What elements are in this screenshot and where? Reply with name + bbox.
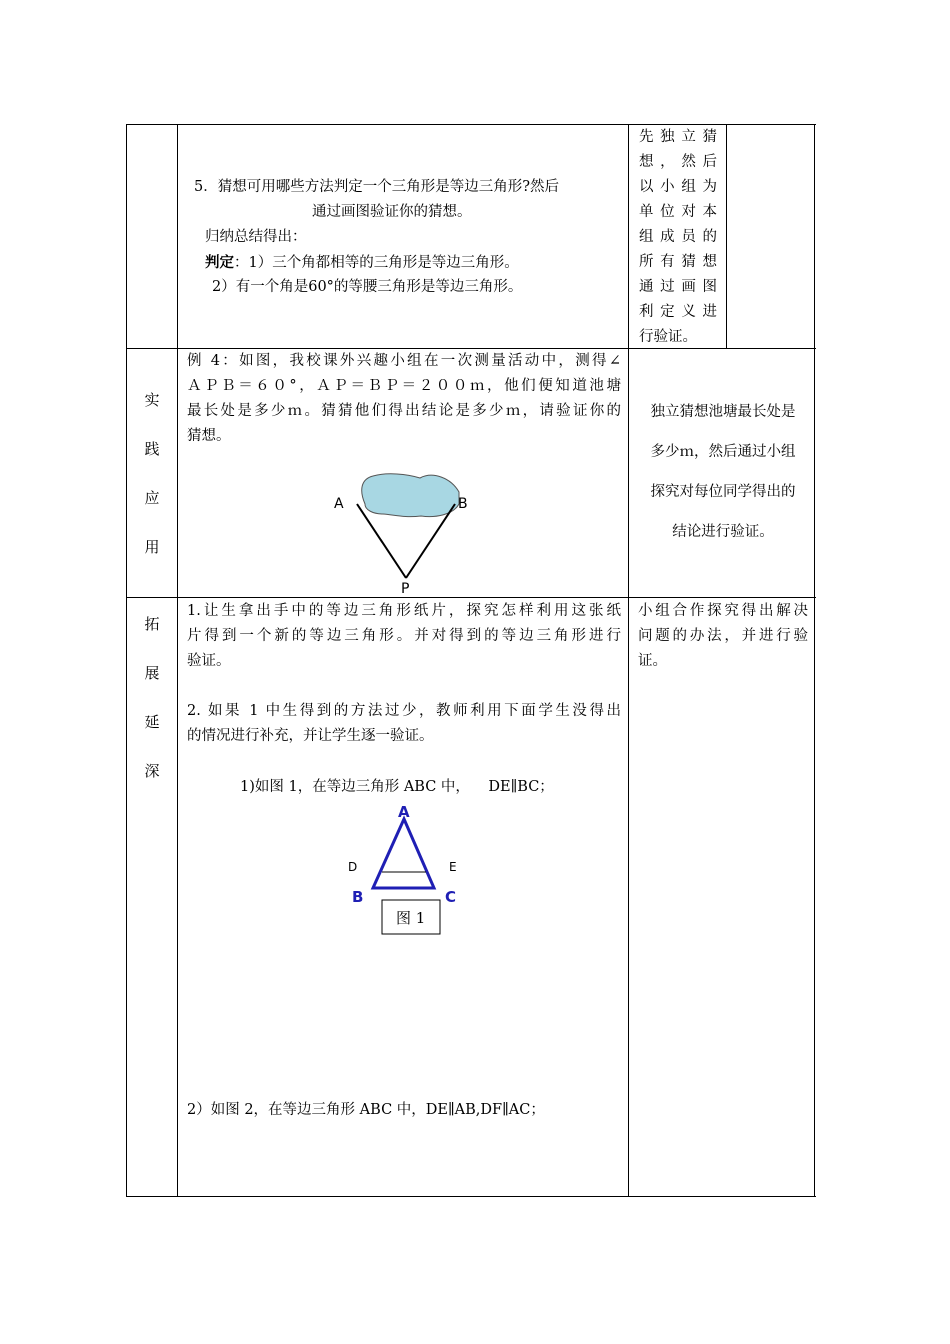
section-label-practice bbox=[132, 376, 172, 572]
section-label-char: 实 bbox=[144, 391, 160, 409]
table-left-border bbox=[126, 124, 127, 1197]
pond-shape bbox=[362, 474, 459, 517]
example-line: 例 4：如图，我校课外兴趣小组在一次测量活动中，测得∠ bbox=[187, 353, 621, 369]
item1-text bbox=[187, 599, 621, 674]
activity-line: 多少ｍ，然后通过小组 bbox=[650, 444, 796, 460]
judge-rule-1-text: ：1）三个角都相等的三角形是等边三角形。 bbox=[234, 255, 519, 271]
row2-student-activity bbox=[638, 392, 808, 552]
triangle-abc bbox=[373, 819, 434, 888]
case2-text: 2）如图 2，在等边三角形 ABC 中，DE∥AB,DF∥AC； bbox=[187, 1102, 545, 1118]
section-label-char: 应 bbox=[144, 489, 160, 507]
item1-line: 1.让生拿出手中的等边三角形纸片，探究怎样利用这张纸 bbox=[187, 603, 621, 619]
point-label-a: A bbox=[334, 496, 344, 512]
activity-line: 问题的办法，并进行验 bbox=[638, 628, 808, 644]
activity-line: 所有猜想 bbox=[639, 254, 717, 270]
table-right-border bbox=[814, 124, 815, 1197]
summary-heading: 归纳总结得出： bbox=[205, 229, 307, 245]
section-label-char: 延 bbox=[144, 713, 160, 731]
judge-rule-2: 2）有一个角是60°的等腰三角形是等边三角形。 bbox=[212, 279, 523, 295]
activity-line: 组成员的 bbox=[639, 229, 717, 245]
table-bottom-border bbox=[126, 1196, 816, 1197]
column-divider-1 bbox=[177, 124, 178, 1197]
section-label-char: 用 bbox=[144, 538, 160, 556]
section-label-char: 深 bbox=[144, 762, 160, 780]
vertex-label-b: B bbox=[352, 888, 364, 906]
item5-line1: 5．猜想可用哪些方法判定一个三角形是等边三角形?然后 bbox=[194, 179, 559, 195]
point-label-d: D bbox=[348, 860, 358, 874]
activity-line: 结论进行验证。 bbox=[672, 524, 774, 540]
row1-student-activity bbox=[639, 125, 717, 350]
activity-line: 先独立猜 bbox=[639, 129, 717, 145]
activity-line: 独立猜想池塘最长处是 bbox=[650, 404, 796, 420]
activity-line: 探究对每位同学得出的 bbox=[650, 484, 796, 500]
activity-line: 单位对本 bbox=[639, 204, 717, 220]
example-line: 猜想。 bbox=[187, 428, 231, 444]
section-label-extension bbox=[132, 600, 172, 796]
example-line: ＡＰＢ＝６０°，ＡＰ＝ＢＰ＝２００ｍ，他们便知道池塘 bbox=[187, 378, 621, 394]
pond-figure bbox=[325, 466, 475, 596]
item1-line: 验证。 bbox=[187, 653, 231, 669]
section-label-char: 践 bbox=[144, 440, 160, 458]
item2-line: 2. 如果 1 中生得到的方法过少，教师利用下面学生没得出 bbox=[187, 703, 621, 719]
section-label-char: 拓 bbox=[144, 615, 160, 633]
item2-text bbox=[187, 699, 621, 749]
example-line: 最长处是多少ｍ。猜猜他们得出结论是多少ｍ，请验证你的 bbox=[187, 403, 621, 419]
judge-label: 判定 bbox=[205, 254, 234, 271]
point-label-e: E bbox=[449, 860, 457, 874]
section-label-char: 展 bbox=[144, 664, 160, 682]
item2-line: 的情况进行补充，并让学生逐一验证。 bbox=[187, 728, 434, 744]
activity-line: 想，然后 bbox=[639, 154, 717, 170]
inner-column-divider bbox=[726, 124, 727, 348]
figure1 bbox=[342, 802, 472, 942]
example4-text bbox=[187, 349, 621, 449]
judge-rule-1 bbox=[205, 250, 519, 276]
item1-line: 片得到一个新的等边三角形。并对得到的等边三角形进行 bbox=[187, 628, 621, 644]
point-label-b: B bbox=[458, 496, 468, 512]
item5-line2: 通过画图验证你的猜想。 bbox=[312, 204, 472, 220]
vertex-label-c: C bbox=[445, 888, 457, 906]
activity-line: 小组合作探究得出解决 bbox=[638, 603, 808, 619]
figure1-caption: 图 1 bbox=[396, 909, 426, 927]
activity-line: 证。 bbox=[638, 653, 667, 669]
point-label-p: P bbox=[401, 581, 410, 596]
column-divider-2 bbox=[628, 124, 629, 1197]
case1-text: 1)如图 1，在等边三角形 ABC 中， DE∥BC； bbox=[240, 779, 554, 795]
activity-line: 利定义进 bbox=[639, 304, 717, 320]
row-divider-2 bbox=[126, 597, 816, 598]
vertex-label-a: A bbox=[398, 803, 410, 821]
activity-line: 以小组为 bbox=[639, 179, 717, 195]
activity-line: 行验证。 bbox=[639, 329, 697, 345]
row3-student-activity bbox=[638, 599, 808, 674]
activity-line: 通过画图 bbox=[639, 279, 717, 295]
